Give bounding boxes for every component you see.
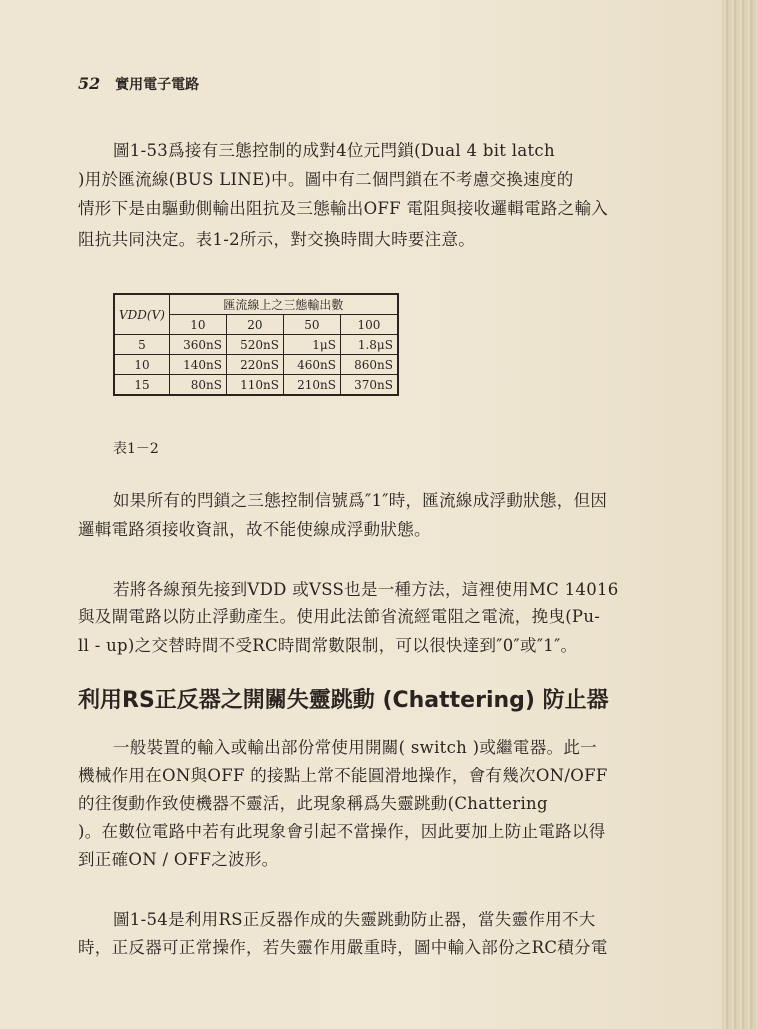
paragraph-line: 到正確ON / OFF之波形。 bbox=[78, 850, 279, 869]
paragraph-line: 時，正反器可正常操作，若失靈作用嚴重時，圖中輸入部份之RC積分電 bbox=[78, 938, 608, 957]
book-title: 實用電子電路 bbox=[115, 77, 200, 93]
group-header: 匯流線上之三態輸出數 bbox=[169, 294, 398, 315]
column-header: 10 bbox=[169, 315, 226, 335]
table-cell: 110nS bbox=[226, 375, 283, 396]
paragraph-line: ll - up)之交替時間不受RC時間常數限制，可以很快達到″0″或″1″。 bbox=[78, 636, 578, 655]
switching-time-table bbox=[113, 293, 399, 396]
table-cell: 1.8μS bbox=[340, 335, 398, 355]
table-row bbox=[114, 375, 398, 396]
table-cell: 860nS bbox=[340, 355, 398, 375]
table-cell: 220nS bbox=[226, 355, 283, 375]
paragraph-line: 圖1-53爲接有三態控制的成對4位元閂鎖(Dual 4 bit latch bbox=[113, 141, 555, 160]
section-heading: 利用RS正反器之開關失靈跳動 (Chattering) 防止器 bbox=[78, 688, 609, 713]
column-header: 100 bbox=[340, 315, 398, 335]
vdd-cell: 5 bbox=[114, 335, 169, 355]
table-cell: 140nS bbox=[169, 355, 226, 375]
paragraph-line: )用於匯流線(BUS LINE)中。圖中有二個閂鎖在不考慮交換速度的 bbox=[78, 170, 574, 189]
table-cell: 370nS bbox=[340, 375, 398, 396]
table-cell: 520nS bbox=[226, 335, 283, 355]
table-cell: 210nS bbox=[283, 375, 340, 396]
paragraph-line: )。在數位電路中若有此現象會引起不當操作，因此要加上防止電路以得 bbox=[78, 822, 606, 841]
table-caption: 表1－2 bbox=[113, 441, 159, 457]
paragraph-line: 與及閘電路以防止浮動產生。使用此法節省流經電阻之電流，挽曳(Pu- bbox=[78, 607, 601, 626]
table-cell: 360nS bbox=[169, 335, 226, 355]
paragraph-line: 若將各線預先接到VDD 或VSS也是一種方法，這裡使用MC 14016 bbox=[113, 580, 619, 599]
paragraph-line: 情形下是由驅動側輸出阻抗及三態輸出OFF 電阻與接收邏輯電路之輸入 bbox=[78, 199, 609, 218]
paragraph-line: 的往復動作致使機器不靈活，此現象稱爲失靈跳動(Chattering bbox=[78, 794, 548, 813]
vdd-cell: 15 bbox=[114, 375, 169, 396]
paragraph-line: 一般裝置的輸入或輸出部份常使用開關( switch )或繼電器。此一 bbox=[113, 738, 597, 757]
page-number: 52 bbox=[78, 74, 101, 93]
table-cell: 80nS bbox=[169, 375, 226, 396]
vdd-header: VDD(V) bbox=[114, 294, 169, 335]
table-row bbox=[114, 355, 398, 375]
table-cell: 460nS bbox=[283, 355, 340, 375]
page-edges bbox=[722, 0, 757, 1029]
column-header: 20 bbox=[226, 315, 283, 335]
paragraph-line: 機械作用在ON與OFF 的接點上常不能圓滑地操作，會有幾次ON/OFF bbox=[78, 766, 608, 785]
table-row bbox=[114, 335, 398, 355]
paragraph-line: 阻抗共同決定。表1-2所示，對交換時間大時要注意。 bbox=[78, 230, 476, 249]
vdd-cell: 10 bbox=[114, 355, 169, 375]
table-cell: 1μS bbox=[283, 335, 340, 355]
paragraph-line: 如果所有的閂鎖之三態控制信號爲″1″時，匯流線成浮動狀態，但因 bbox=[113, 491, 608, 510]
paragraph-line: 邏輯電路須接收資訊，故不能使線成浮動狀態。 bbox=[78, 520, 431, 539]
running-header bbox=[78, 74, 199, 94]
column-header: 50 bbox=[283, 315, 340, 335]
paragraph-line: 圖1-54是利用RS正反器作成的失靈跳動防止器，當失靈作用不大 bbox=[113, 910, 596, 929]
